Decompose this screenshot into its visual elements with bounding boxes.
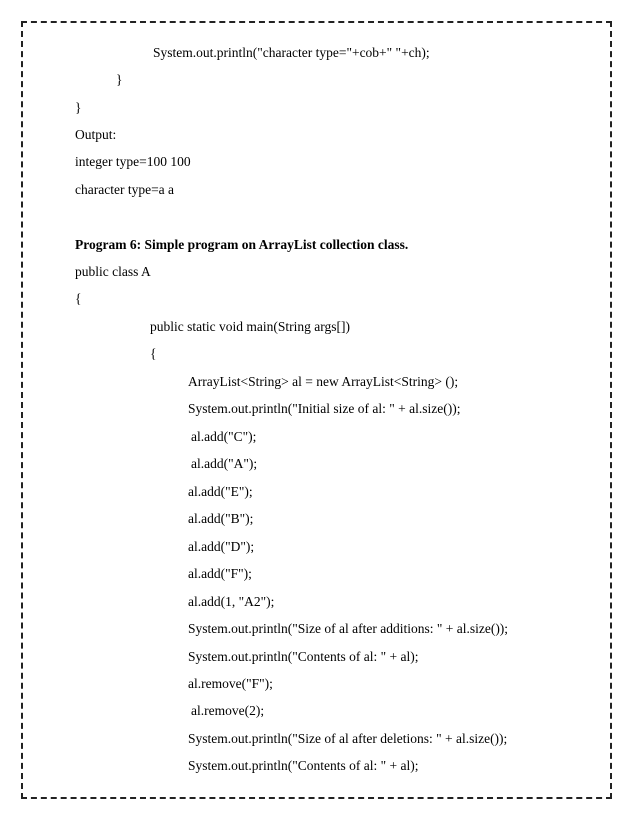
program-title: Program 6: Simple program on ArrayList collection class. — [75, 237, 409, 252]
code-line-close-brace-outer: } — [75, 100, 82, 115]
code-line-add-e: al.add("E"); — [188, 484, 253, 499]
code-line-open-brace-class: { — [75, 291, 82, 306]
code-line-println-contents-1: System.out.println("Contents of al: " + al); — [188, 649, 419, 664]
code-line-add-a2: al.add(1, "A2"); — [188, 594, 275, 609]
code-line-add-a: al.add("A"); — [191, 456, 258, 471]
code-line-remove-2: al.remove(2); — [191, 703, 265, 718]
code-line-println-initial-size: System.out.println("Initial size of al: " + al.size()); — [188, 401, 461, 416]
code-line-class-decl: public class A — [75, 264, 151, 279]
code-line-remove-f: al.remove("F"); — [188, 676, 273, 691]
code-line-add-b: al.add("B"); — [188, 511, 254, 526]
output-line-integer: integer type=100 100 — [75, 154, 191, 169]
code-line-add-f: al.add("F"); — [188, 566, 252, 581]
code-line-main-decl: public static void main(String args[]) — [150, 319, 350, 334]
code-line-arraylist-decl: ArrayList<String> al = new ArrayList<String> (); — [188, 374, 459, 389]
code-line-add-d: al.add("D"); — [188, 539, 255, 554]
code-line-add-c: al.add("C"); — [191, 429, 257, 444]
code-line-println-contents-2: System.out.println("Contents of al: " + al); — [188, 758, 419, 773]
output-heading: Output: — [75, 127, 117, 142]
code-line-println-size-after-deletions: System.out.println("Size of al after deletions: " + al.size()); — [188, 731, 508, 746]
code-line-close-brace-inner: } — [116, 72, 123, 87]
code-line-println-size-after-additions: System.out.println("Size of al after additions: " + al.size()); — [188, 621, 509, 636]
output-line-character: character type=a a — [75, 182, 175, 197]
code-line-open-brace-main: { — [150, 346, 157, 361]
code-line-println-character: System.out.println("character type="+cob+" "+ch); — [153, 45, 430, 60]
